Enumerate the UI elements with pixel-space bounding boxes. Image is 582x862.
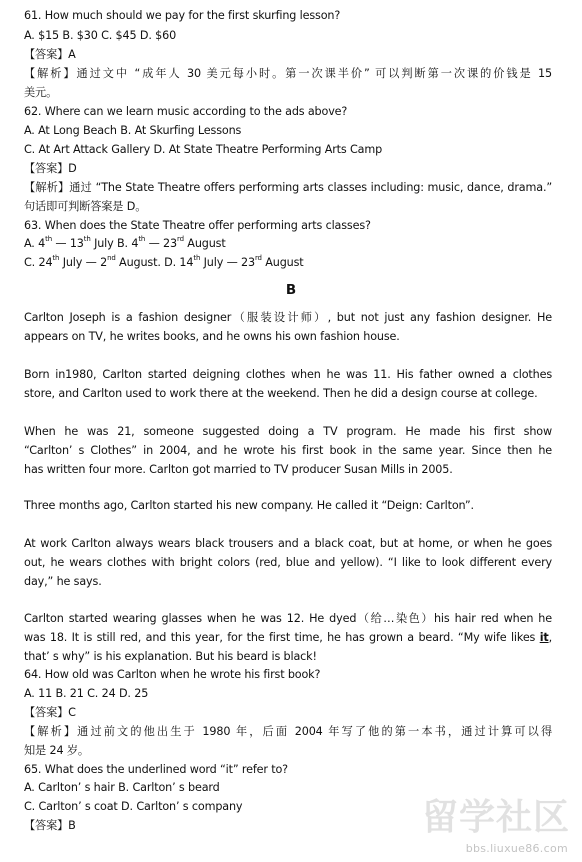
passage-p5-line2: out, he wears clothes with bright colors (red, blue and yellow). “I like to look different every xyxy=(24,556,552,569)
passage-p3-line1: When he was 21, someone suggested doing a TV program. He made his first show xyxy=(24,425,552,438)
passage-p2-line2: store, and Carlton used to work there at the weekend. Then he did a design course at college. xyxy=(24,387,538,400)
passage-p3-line2: “Carlton’ s Clothes” in 2004, and he wrote his first book in the same year. Since then he xyxy=(24,444,552,457)
site-watermark xyxy=(404,798,574,856)
passage-p5-line1: At work Carlton always wears black trousers and a black coat, but at home, or when he goes xyxy=(24,537,552,550)
q64-explanation-line2: 知是 24 岁。 xyxy=(24,744,89,757)
passage-p1-line1: Carlton Joseph is a fashion designer（服装设计师）, but not just any fashion designer. He xyxy=(24,311,552,324)
q61-question: 61. How much should we pay for the first skurfing lesson? xyxy=(24,9,341,22)
q62-answer: 【答案】D xyxy=(24,162,77,175)
q64-explanation-line1: 【解析】通过前文的他出生于 1980 年，后面 2004 年写了他的第一本书，通过计算可以得 xyxy=(24,725,552,738)
q62-explanation-line1: 【解析】通过 “The State Theatre offers performing arts classes including: music, dance, drama.” xyxy=(24,181,552,194)
section-b-heading: B xyxy=(285,282,297,298)
q65-options-line1: A. Carlton’ s hair B. Carlton’ s beard xyxy=(24,781,220,794)
q61-options: A. $15 B. $30 C. $45 D. $60 xyxy=(24,29,177,42)
passage-p6-line1: Carlton started wearing glasses when he was 12. He dyed（给…染色）his hair red when he xyxy=(24,612,552,625)
passage-p4-line1: Three months ago, Carlton started his new company. He called it “Deign: Carlton”. xyxy=(24,499,474,512)
passage-p2-line1: Born in1980, Carlton started deigning clothes when he was 11. His father owned a clothes xyxy=(24,368,552,381)
passage-p5-line3: day,” he says. xyxy=(24,575,102,588)
watermark-logo: 留学社区 xyxy=(421,797,570,838)
q62-options-line1: A. At Long Beach B. At Skurfing Lessons xyxy=(24,124,242,137)
q61-explanation-line1: 【解析】通过文中 “成年人 30 美元每小时。第一次课半价” 可以判断第一次课的价钱是 15 xyxy=(24,67,552,80)
q64-answer: 【答案】C xyxy=(24,706,76,719)
passage-p1-line2: appears on TV, he writes books, and he owns his own fashion house. xyxy=(24,330,400,343)
q62-explanation-line2: 句话即可判断答案是 D。 xyxy=(24,200,147,213)
passage-p6-line2: was 18. It is still red, and this year, for the first time, he has grown a beard. “My wife likes it, xyxy=(24,631,552,644)
passage-p3-line3: has written four more. Carlton got married to TV producer Susan Mills in 2005. xyxy=(24,463,453,476)
q61-answer: 【答案】A xyxy=(24,48,76,61)
q65-answer: 【答案】B xyxy=(24,819,76,832)
q61-explanation-line2: 美元。 xyxy=(24,86,58,99)
q63-options-line1: A. 4th — 13th July B. 4th — 23rd August xyxy=(24,235,226,250)
q62-options-line2: C. At Art Attack Gallery D. At State Theatre Performing Arts Camp xyxy=(24,143,383,156)
q65-question: 65. What does the underlined word “it” refer to? xyxy=(24,763,288,776)
watermark-url: bbs.liuxue86.com xyxy=(465,842,568,855)
q64-options: A. 11 B. 21 C. 24 D. 25 xyxy=(24,687,149,700)
q64-question: 64. How old was Carlton when he wrote his first book? xyxy=(24,668,321,681)
q62-question: 62. Where can we learn music according to the ads above? xyxy=(24,105,348,118)
underlined-word-it: it xyxy=(539,631,549,644)
q65-options-line2: C. Carlton’ s coat D. Carlton’ s company xyxy=(24,800,243,813)
q63-question: 63. When does the State Theatre offer performing arts classes? xyxy=(24,219,371,232)
q63-options-line2: C. 24th July — 2nd August. D. 14th July — 23rd August xyxy=(24,254,304,269)
passage-p6-line3: that’ s why” is his explanation. But his beard is black! xyxy=(24,650,317,663)
